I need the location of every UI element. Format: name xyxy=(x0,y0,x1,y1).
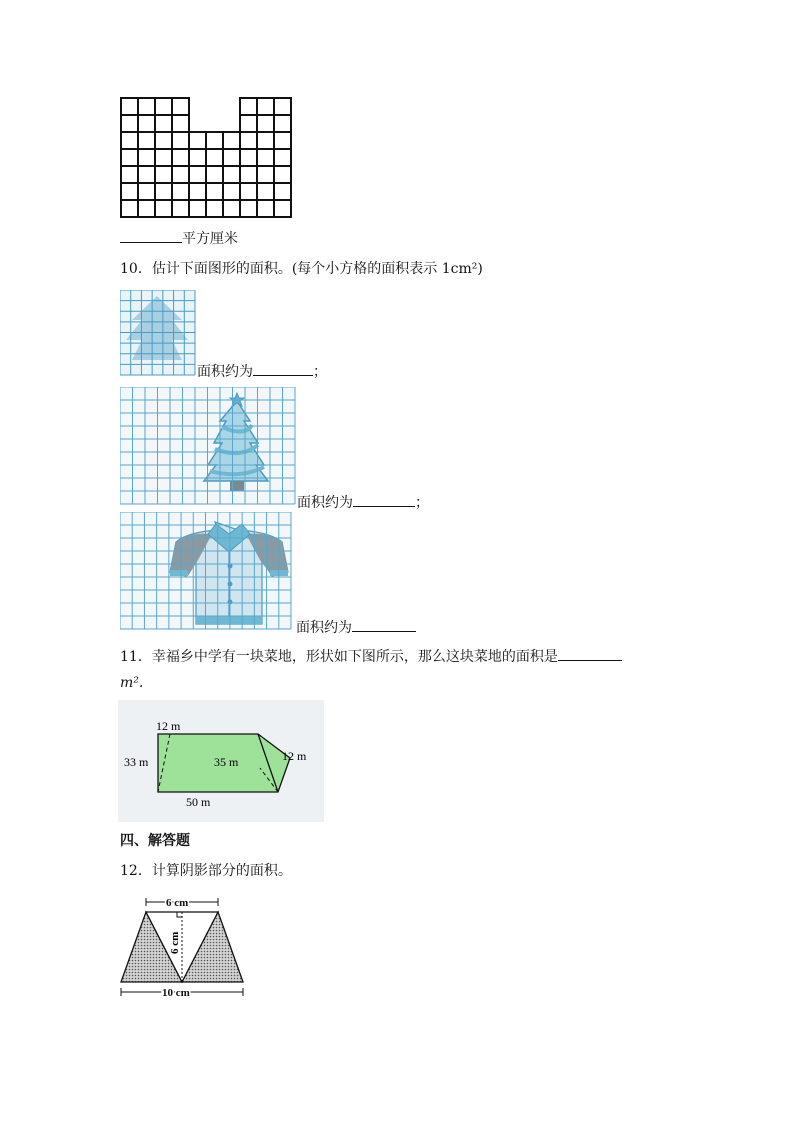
q12-prompt: 12．计算阴影部分的面积。 xyxy=(120,863,292,879)
q10-fig2-blank[interactable] xyxy=(353,492,415,507)
q11-prompt-text: 11．幸福乡中学有一块菜地，形状如下图所示，那么这块菜地的面积是 xyxy=(120,649,558,665)
q11-label-top: 12 m xyxy=(156,719,181,733)
q9-blank[interactable] xyxy=(120,228,182,243)
q10-fig2-label: 面积约为 xyxy=(297,495,353,511)
q9-grid-figure xyxy=(120,96,294,218)
q11-blank[interactable] xyxy=(558,646,622,661)
q10-fig1-blank[interactable] xyxy=(253,361,313,376)
q10-fig3-label: 面积约为 xyxy=(296,620,352,636)
q10-fig3-blank[interactable] xyxy=(352,617,416,632)
q10-fig1-sep: ； xyxy=(313,364,327,380)
q12-label-bottom: 10 cm xyxy=(162,987,190,999)
q11-label-bottom: 50 m xyxy=(186,795,211,809)
section4-title: 四、解答题 xyxy=(120,833,190,849)
q10-fig1-shape xyxy=(120,290,196,376)
q9-answer-line xyxy=(120,228,238,248)
q12-label-top: 6 cm xyxy=(166,897,189,909)
q11-diagram xyxy=(118,700,324,822)
q11-unit: m². xyxy=(120,675,144,691)
q10-fig2-sep: ； xyxy=(415,495,429,511)
q12-diagram xyxy=(116,890,248,1002)
q10-fig2-tree xyxy=(120,387,296,505)
q11-label-right: 12 m xyxy=(282,749,307,763)
q12-label-height: 6 cm xyxy=(169,931,181,954)
q11-label-middle: 35 m xyxy=(214,755,239,769)
q10-fig2-answer xyxy=(297,492,429,512)
q10-fig3-answer xyxy=(296,617,416,637)
q9-unit: 平方厘米 xyxy=(182,231,238,247)
q10-fig1-answer xyxy=(197,361,327,381)
q11-prompt xyxy=(120,646,622,666)
q11-label-left: 33 m xyxy=(124,755,149,769)
q10-prompt: 10．估计下面图形的面积。(每个小方格的面积表示 1cm²) xyxy=(120,261,483,277)
q10-fig3-jacket xyxy=(120,512,292,630)
q10-fig1-label: 面积约为 xyxy=(197,364,253,380)
